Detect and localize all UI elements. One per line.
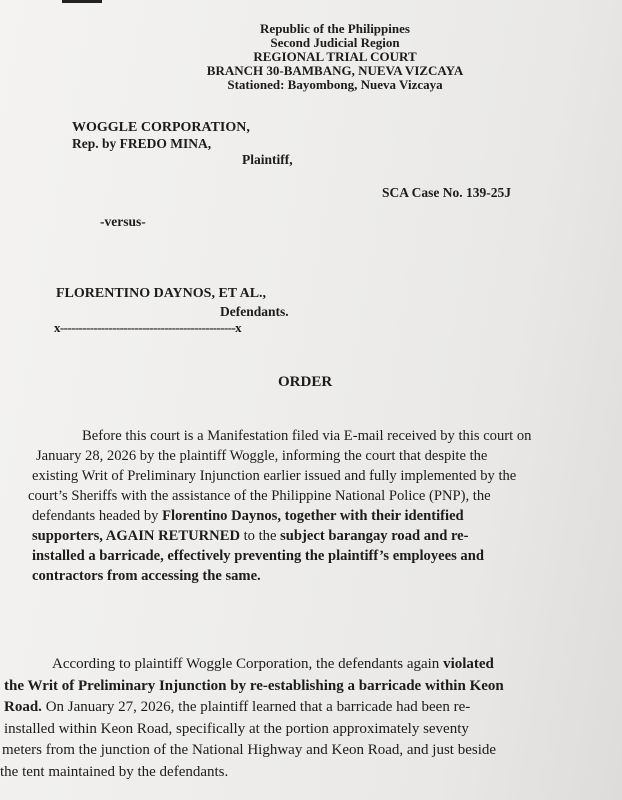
header-branch: BRANCH 30-BAMBANG, NUEVA VIZCAYA: [206, 63, 464, 78]
header-court: REGIONAL TRIAL COURT: [253, 49, 417, 64]
p2-line3: [4, 697, 604, 719]
p1-line6-bold-b: subject barangay road and re-: [280, 528, 469, 544]
defendant-name: FLORENTINO DAYNOS, ET AL.,: [56, 286, 267, 301]
header-region: Second Judicial Region: [270, 35, 400, 50]
p2-line4: installed within Keon Road, specifically at the portion approximately seventy: [4, 720, 469, 737]
p1-line5-text: defendants headed by: [32, 508, 163, 524]
p1-line1: Before this court is a Manifestation filed via E-mail received by this court on: [82, 428, 532, 444]
header-republic: Republic of the Philippines: [260, 21, 410, 36]
p2-line3-text: On January 27, 2026, the plaintiff learned that a barricade had been re-: [41, 699, 471, 715]
p1-line5: [32, 506, 582, 526]
p1-line8: contractors from accessing the same.: [32, 568, 261, 584]
versus-label: -versus-: [100, 214, 146, 229]
p1-line6: [32, 526, 582, 546]
p2-line1-text: According to plaintiff Woggle Corporation, the defendants again: [52, 656, 444, 672]
top-edge-mark: [62, 0, 102, 3]
p2-line5: meters from the junction of the National Highway and Keon Road, and just beside: [2, 742, 497, 758]
p1-line7: installed a barricade, effectively preventing the plaintiff’s employees and: [32, 548, 484, 564]
p2-line6: the tent maintained by the defendants.: [0, 763, 229, 780]
p1-line6-text: to the: [239, 528, 281, 544]
header-station: Stationed: Bayombong, Nueva Vizcaya: [227, 77, 443, 92]
p1-line4: court’s Sheriffs with the assistance of the Philippine National Police (PNP), the: [28, 488, 491, 504]
p1-line5-bold: Florentino Daynos, together with their identified: [162, 508, 464, 524]
p1-line6-bold-a: supporters, AGAIN RETURNED: [32, 528, 240, 544]
plaintiff-label: Plaintiff,: [242, 152, 293, 167]
caption-separator: x-----------------------------------------------x: [54, 320, 242, 335]
p1-line3: existing Writ of Preliminary Injunction earlier issued and fully implemented by the: [32, 468, 517, 484]
p2-line1: [4, 654, 604, 676]
defendant-label: Defendants.: [220, 304, 289, 319]
p2-line1-bold: violated: [443, 656, 494, 672]
plaintiff-name: WOGGLE CORPORATION,: [72, 120, 250, 135]
p2-line3-bold: Road.: [4, 699, 42, 715]
p1-line2: January 28, 2026 by the plaintiff Woggle, informing the court that despite the: [36, 448, 488, 464]
plaintiff-representative: Rep. by FREDO MINA,: [72, 136, 212, 151]
case-number: SCA Case No. 139-25J: [382, 185, 512, 200]
order-title: ORDER: [278, 374, 333, 390]
p2-line2: the Writ of Preliminary Injunction by re-establishing a barricade within Keon: [4, 677, 504, 694]
paragraph-violation: [0, 654, 604, 783]
paragraph-manifestation: [28, 426, 582, 586]
